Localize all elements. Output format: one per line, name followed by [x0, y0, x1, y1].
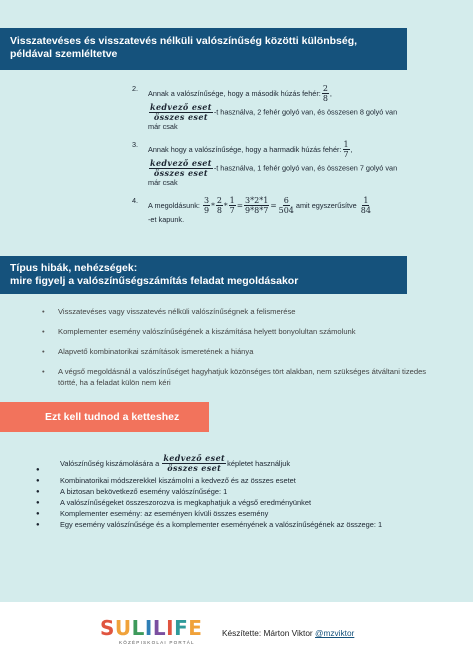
step-text: Annak hogy a valószínűsége, hogy a harmadik húzás fehér: [148, 144, 342, 154]
list-item: • Alapvető kombinatorikai számítások ismeretének a hiánya [42, 346, 432, 357]
requirements-list [36, 454, 416, 531]
logo-subtitle: KÖZÉPISKOLAI PORTÁL [119, 640, 195, 645]
section1-header [0, 28, 407, 70]
section1-title-line2: példával szemléltetve [10, 48, 118, 60]
author-credit: Készítette: Márton Viktor @mzviktor [222, 628, 355, 638]
step-text: Annak a valószínűsége, hogy a második húzás fehér: [148, 88, 321, 98]
list-item: ● A valószínűségeket összeszorozva is megkaphatjuk a végső eredményünket [36, 498, 416, 508]
step-2: 2. Annak a valószínűsége, hogy a második húzás fehér: $\frac{2}{8}$ , $\frac{\text{kedvező eset}}{\text{összes eset}}$ -t használva, 2 fehér golyó van, és összesen 8 golyó van már csak [132, 84, 398, 131]
fraction: $\frac{2}{8}$ [216, 196, 222, 215]
section2-header [0, 256, 407, 294]
step-text-post: -et kapunk. [148, 215, 185, 224]
section2-title-line1: Típus hibák, nehézségek: [10, 262, 138, 274]
fraction: $\frac{1}{7}$ [343, 140, 349, 159]
fraction: $\frac{3*2*1}{9*8*7}$ [245, 196, 269, 215]
footer [0, 602, 473, 668]
step-text-mid: amit egyszerűsítve [295, 200, 357, 210]
solution-steps [132, 84, 400, 233]
author-handle-link[interactable]: @mzviktor [315, 628, 355, 638]
step-4: 4. A megoldásunk: $\frac{3}{9}$ * $\frac{2}{8}$ * $\frac{1}{7}$ = $\frac{3*2*1}{9*8*7}$ = $\frac{6}{504}$ amit egyszerűsítve $\frac{1}{84}$ -et kapunk. [132, 196, 371, 224]
list-item: ● Komplementer esemény: az eseményen kívüli összes esemény [36, 509, 416, 519]
fraction: $\frac{3}{9}$ [203, 196, 210, 215]
list-item: ● Kombinatorikai módszerekkel kiszámolni a kedvező és az összes esetet [36, 476, 416, 486]
step-explanation: -t használva, 1 fehér golyó van, és összesen 7 golyó van már csak [148, 163, 398, 187]
step-explanation: -t használva, 2 fehér golyó van, és összesen 8 golyó van már csak [148, 107, 398, 131]
fraction: $\frac{6}{504}$ [278, 196, 294, 215]
section3-header: Ezt kell tudnod a ketteshez [0, 402, 209, 432]
section2-title-line2: mire figyelj a valószínűségszámítás feladat megoldásakor [10, 275, 299, 287]
section1-title-line1: Visszatevéses és visszatevés nélküli valószínűség közötti különbség, [10, 35, 358, 47]
step-number: 2. [132, 84, 139, 93]
fraction: $\frac{2}{8}$ [322, 84, 328, 103]
ratio-formula: $\frac{\text{kedvező eset}}{\text{összes eset}}$ [150, 158, 212, 178]
list-item: ● Egy esemény valószínűsége és a komplementer eseményének a valószínűségének az összege: 1 [36, 520, 416, 530]
fraction: $\frac{1}{7}$ [229, 196, 235, 215]
list-item: ● A biztosan bekövetkező esemény valószínűsége: 1 [36, 487, 416, 497]
ratio-formula: $\frac{\text{kedvező eset}}{\text{összes eset}}$ [150, 102, 212, 122]
mistakes-list [42, 306, 432, 397]
list-item: • A végső megoldásnál a valószínűséget hagyhatjuk közönséges tört alakban, nem szükséges átváltani tizedes törtté, ha a feladat külön nem kéri [42, 366, 432, 388]
step-text: A megoldásunk: [148, 200, 200, 210]
sulilife-logo[interactable]: SULILIFE [100, 616, 203, 640]
list-item: • Visszatevéses vagy visszatevés nélküli valószínűségnek a felismerése [42, 306, 432, 317]
step-number: 3. [132, 140, 139, 149]
step-3: 3. Annak hogy a valószínűsége, hogy a harmadik húzás fehér: $\frac{1}{7}$ , $\frac{\text{kedvező eset}}{\text{összes eset}}$ -t használva, 1 fehér golyó van, és összesen 7 golyó van már csak [132, 140, 398, 187]
fraction: $\frac{1}{84}$ [360, 196, 371, 215]
list-item: • Komplementer esemény valószínűségének a kiszámítása helyett bonyolultan számolunk [42, 326, 432, 337]
step-number: 4. [132, 196, 139, 205]
ratio-formula: $\frac{\text{kedvező eset}}{\text{összes eset}}$ [163, 453, 226, 473]
list-item: ● Valószínűség kiszámolására a $\frac{\text{kedvező eset}}{\text{összes eset}}$ képletet használjuk [36, 454, 416, 473]
